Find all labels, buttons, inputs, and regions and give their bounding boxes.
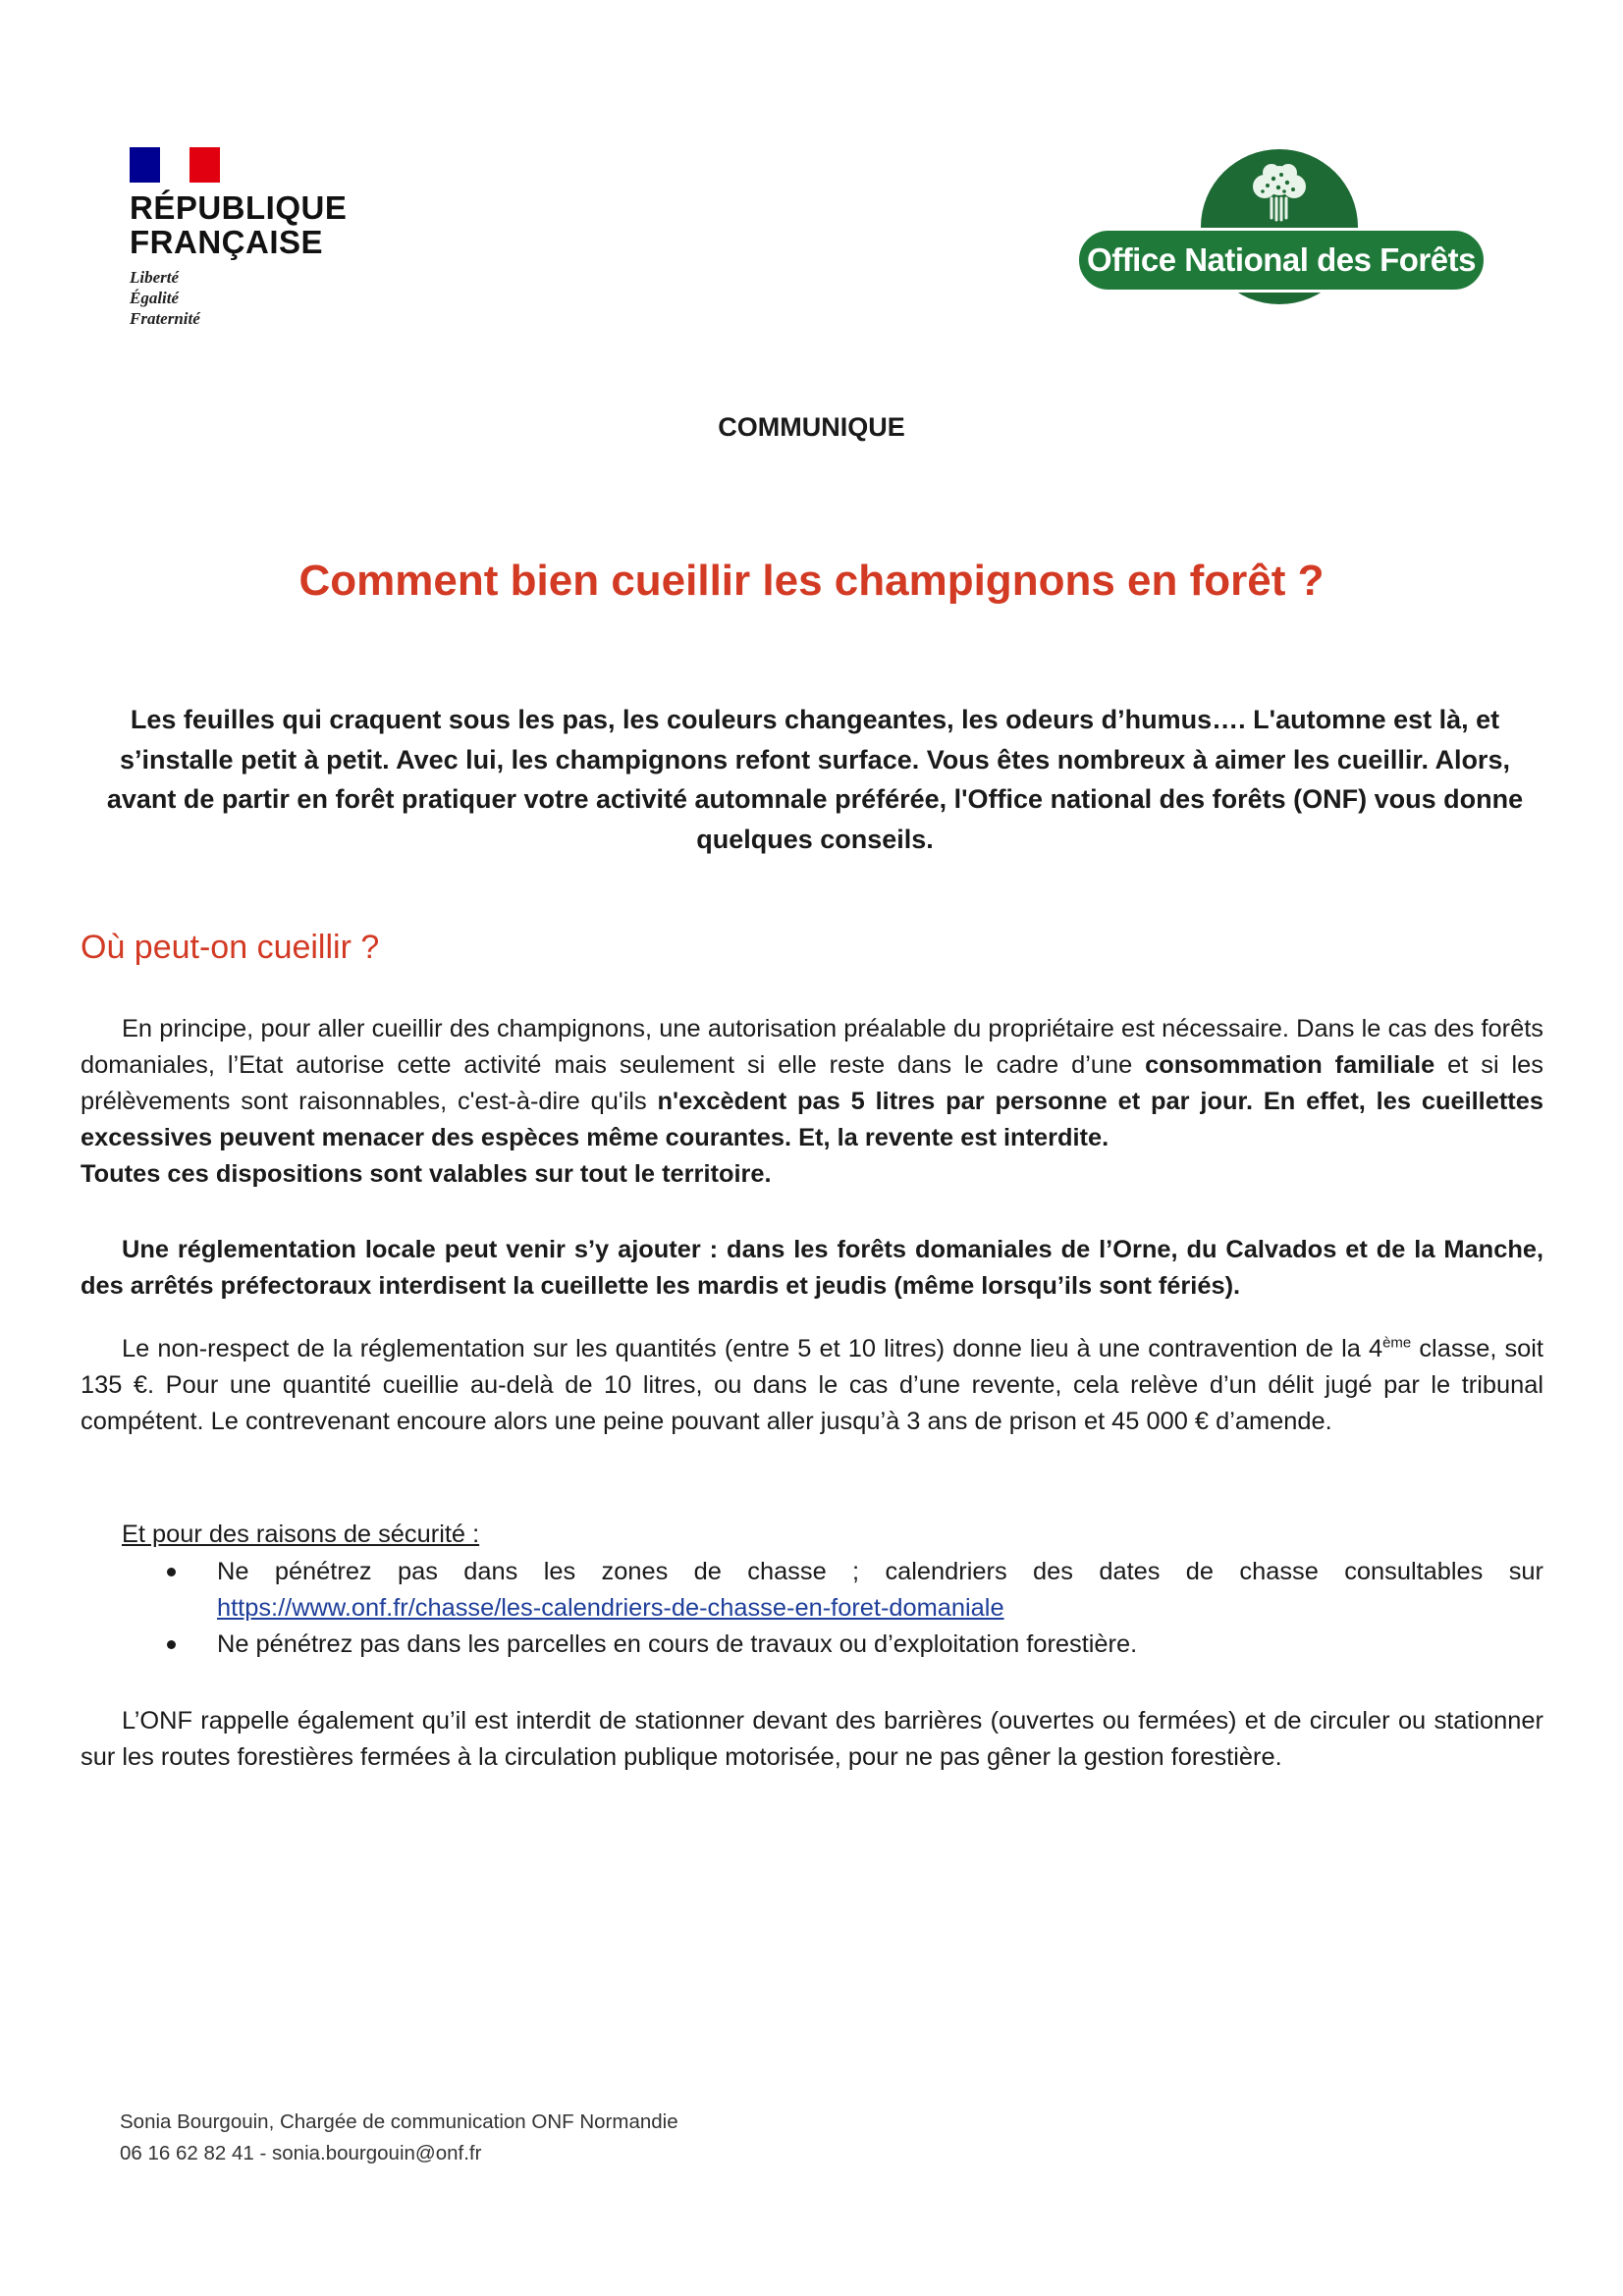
rf-motto-fraternite: Fraternité <box>130 309 200 328</box>
bullet-icon <box>167 1640 176 1649</box>
contact-details: 06 16 62 82 41 - sonia.bourgouin@onf.fr <box>120 2142 482 2164</box>
page-title: Comment bien cueillir les champignons en forêt ? <box>298 557 1325 605</box>
flag-red-stripe <box>189 147 220 183</box>
hunting-calendar-link[interactable]: https://www.onf.fr/chasse/les-calendriers-de-chasse-en-foret-domaniale <box>217 1594 1004 1622</box>
p1-bold-1: consommation familiale <box>1145 1051 1435 1079</box>
rf-logo-title-line1: RÉPUBLIQUE <box>130 189 348 226</box>
p3-text-1: Le non-respect de la réglementation sur les quantités (entre 5 et 10 litres) donne lieu à une contravention de la 4 <box>122 1335 1383 1362</box>
tree-icon <box>1232 159 1326 238</box>
french-flag-icon <box>130 147 220 183</box>
p1-text-1: En principe, pour aller cueillir des champignons, une autorisation préalable du propriétaire est nécessaire. Dans le cas des forêts domaniales, l’Etat autorise cette activité mais seulement si elle reste dans le cadre d’une <box>81 1015 1543 1079</box>
flag-white-stripe <box>160 147 190 183</box>
p1-bold-3: Toutes ces dispositions sont valables sur tout le territoire. <box>81 1160 772 1188</box>
p3-superscript: ème <box>1382 1334 1412 1352</box>
bullet-2-text: Ne pénétrez pas dans les parcelles en cours de travaux ou d’exploitation forestière. <box>217 1630 1138 1658</box>
security-intro: Et pour des raisons de sécurité : <box>122 1521 480 1548</box>
rf-motto-liberte: Liberté <box>130 268 180 287</box>
p1-text-2: et si les prélèvements sont raisonnables, c'est-à-dire qu'ils <box>81 1051 1543 1115</box>
security-list <box>167 1554 1543 1663</box>
list-item <box>167 1627 1543 1663</box>
document-label: COMMUNIQUE <box>718 412 905 442</box>
bullet-icon <box>167 1568 176 1576</box>
paragraph-parking: L’ONF rappelle également qu’il est interdit de stationner devant des barrières (ouvertes ou fermées) et de circuler ou stationner sur les routes forestières fermées à la circulation publique motorisée, pour ne pas gêner la gestion forestière. <box>81 1707 1543 1771</box>
rf-logo-title-line2: FRANÇAISE <box>130 224 324 260</box>
bullet-1-text: Ne pénétrez pas dans les zones de chasse ; calendriers des dates de chasse consultables sur <box>217 1558 1543 1585</box>
onf-logo <box>1076 149 1488 306</box>
contact-footer <box>120 2107 678 2169</box>
rf-logo-motto <box>130 267 365 329</box>
paragraph-authorisation <box>81 1011 1543 1193</box>
flag-blue-stripe <box>130 147 160 183</box>
republique-francaise-logo <box>130 147 365 329</box>
paragraph-local-regulation: Une réglementation locale peut venir s’y ajouter : dans les forêts domaniales de l’Orne, du Calvados et de la Manche, des arrêtés préfectoraux interdisent la cueillette les mardis et jeudis (même lorsqu’ils sont fériés). <box>81 1236 1543 1300</box>
contact-name: Sonia Bourgouin, Chargée de communication ONF Normandie <box>120 2110 678 2133</box>
p1-bold-2: n'excèdent pas 5 litres par personne et par jour. En effet, les cueillettes excessives peuvent menacer des espèces même courantes. Et, la revente est interdite. <box>81 1088 1544 1151</box>
paragraph-penalties <box>81 1331 1543 1440</box>
section-heading: Où peut-on cueillir ? <box>81 929 380 966</box>
onf-logo-name: Office National des Forêts <box>1076 228 1487 293</box>
rf-motto-egalite: Égalité <box>130 289 180 307</box>
rf-logo-title <box>130 190 365 259</box>
list-item <box>167 1554 1543 1627</box>
intro-paragraph: Les feuilles qui craquent sous les pas, les couleurs changeantes, les odeurs d’humus…. L'automne est là, et s’installe petit à petit. Avec lui, les champignons refont surface. Vous êtes nombreux à aimer les cueillir. Alors, avant de partir en forêt pratiquer votre activité automnale préférée, l'Office national des forêts (ONF) vous donne quelques conseils. <box>106 705 1524 854</box>
p3-text-2: classe, soit 135 €. Pour une quantité cueillie au-delà de 10 litres, ou dans le cas d’une revente, cela relève d’un délit jugé par le tribunal compétent. Le contrevenant encoure alors une peine pouvant aller jusqu’à 3 ans de prison et 45 000 € d’amende. <box>81 1335 1543 1435</box>
